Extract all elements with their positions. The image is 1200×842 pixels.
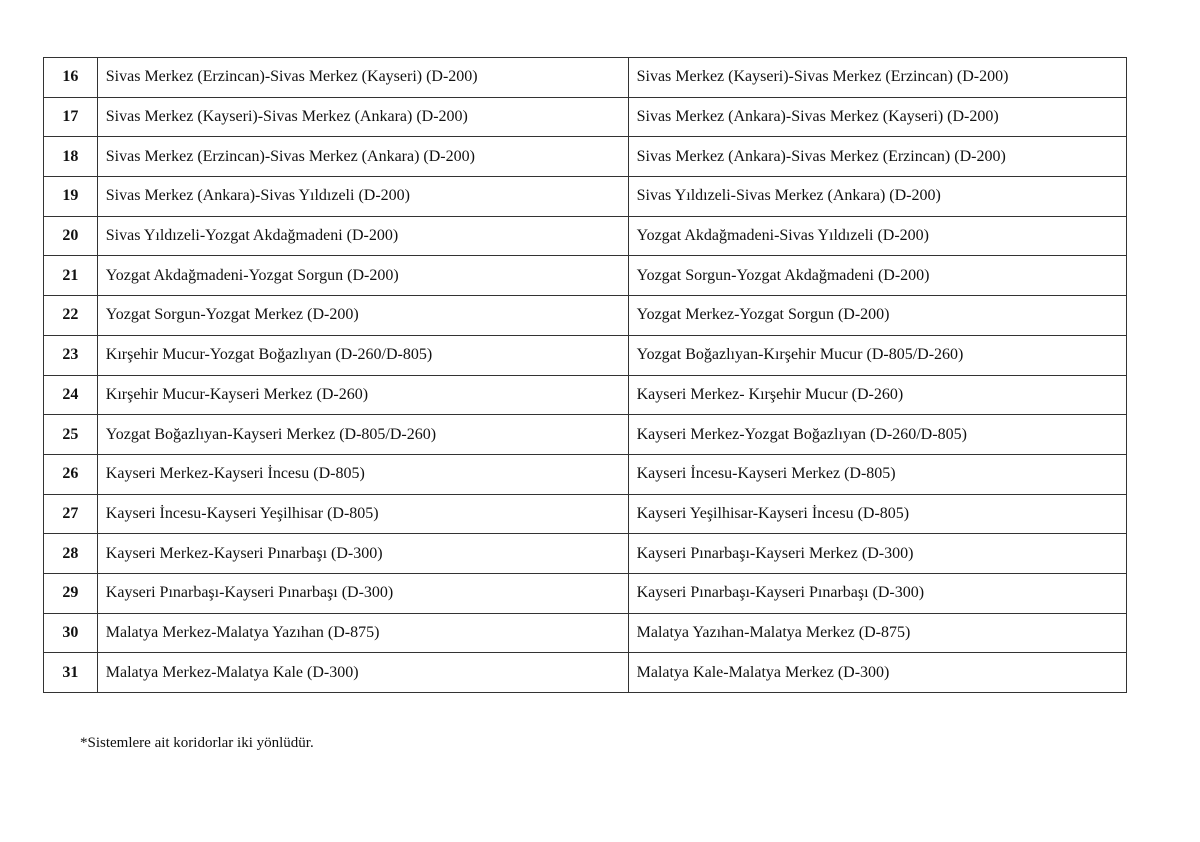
- row-number-cell: 30: [44, 613, 98, 653]
- table-row: [44, 415, 1127, 455]
- table-row: [44, 216, 1127, 256]
- route-direction-b-cell: Kayseri Merkez-Yozgat Boğazlıyan (D-260/D-805): [628, 415, 1126, 455]
- row-number-cell: 20: [44, 216, 98, 256]
- table-row: [44, 494, 1127, 534]
- route-direction-b-cell: Sivas Yıldızeli-Sivas Merkez (Ankara) (D-200): [628, 177, 1126, 217]
- table-row: [44, 296, 1127, 336]
- table-row: [44, 256, 1127, 296]
- table-row: [44, 97, 1127, 137]
- route-direction-a-cell: Sivas Merkez (Erzincan)-Sivas Merkez (Ankara) (D-200): [97, 137, 628, 177]
- row-number-cell: 28: [44, 534, 98, 574]
- row-number-cell: 19: [44, 177, 98, 217]
- row-number-cell: 21: [44, 256, 98, 296]
- route-direction-b-cell: Sivas Merkez (Kayseri)-Sivas Merkez (Erzincan) (D-200): [628, 58, 1126, 98]
- row-number-cell: 31: [44, 653, 98, 693]
- corridor-table: [43, 57, 1127, 693]
- row-number-cell: 27: [44, 494, 98, 534]
- table-row: [44, 653, 1127, 693]
- route-direction-a-cell: Kayseri Merkez-Kayseri Pınarbaşı (D-300): [97, 534, 628, 574]
- route-direction-a-cell: Kayseri Merkez-Kayseri İncesu (D-805): [97, 454, 628, 494]
- table-row: [44, 534, 1127, 574]
- row-number-cell: 23: [44, 335, 98, 375]
- route-direction-b-cell: Kayseri Yeşilhisar-Kayseri İncesu (D-805): [628, 494, 1126, 534]
- route-direction-a-cell: Kayseri Pınarbaşı-Kayseri Pınarbaşı (D-300): [97, 573, 628, 613]
- footnote: *Sistemlere ait koridorlar iki yönlüdür.: [80, 735, 314, 751]
- row-number-cell: 22: [44, 296, 98, 336]
- route-direction-a-cell: Kırşehir Mucur-Kayseri Merkez (D-260): [97, 375, 628, 415]
- route-direction-b-cell: Sivas Merkez (Ankara)-Sivas Merkez (Kayseri) (D-200): [628, 97, 1126, 137]
- route-direction-a-cell: Malatya Merkez-Malatya Yazıhan (D-875): [97, 613, 628, 653]
- table-row: [44, 335, 1127, 375]
- route-direction-b-cell: Yozgat Akdağmadeni-Sivas Yıldızeli (D-200): [628, 216, 1126, 256]
- table-row: [44, 375, 1127, 415]
- route-direction-a-cell: Yozgat Sorgun-Yozgat Merkez (D-200): [97, 296, 628, 336]
- route-direction-a-cell: Kayseri İncesu-Kayseri Yeşilhisar (D-805): [97, 494, 628, 534]
- row-number-cell: 16: [44, 58, 98, 98]
- route-direction-b-cell: Kayseri Pınarbaşı-Kayseri Merkez (D-300): [628, 534, 1126, 574]
- table-row: [44, 454, 1127, 494]
- route-direction-a-cell: Malatya Merkez-Malatya Kale (D-300): [97, 653, 628, 693]
- route-direction-a-cell: Kırşehir Mucur-Yozgat Boğazlıyan (D-260/D-805): [97, 335, 628, 375]
- route-direction-b-cell: Malatya Kale-Malatya Merkez (D-300): [628, 653, 1126, 693]
- route-direction-a-cell: Sivas Yıldızeli-Yozgat Akdağmadeni (D-200): [97, 216, 628, 256]
- route-direction-b-cell: Sivas Merkez (Ankara)-Sivas Merkez (Erzincan) (D-200): [628, 137, 1126, 177]
- row-number-cell: 17: [44, 97, 98, 137]
- route-direction-a-cell: Sivas Merkez (Kayseri)-Sivas Merkez (Ankara) (D-200): [97, 97, 628, 137]
- row-number-cell: 25: [44, 415, 98, 455]
- row-number-cell: 18: [44, 137, 98, 177]
- corridor-table-body: [44, 58, 1127, 693]
- route-direction-a-cell: Sivas Merkez (Erzincan)-Sivas Merkez (Kayseri) (D-200): [97, 58, 628, 98]
- table-row: [44, 58, 1127, 98]
- row-number-cell: 24: [44, 375, 98, 415]
- route-direction-b-cell: Kayseri Merkez- Kırşehir Mucur (D-260): [628, 375, 1126, 415]
- table-row: [44, 137, 1127, 177]
- route-direction-b-cell: Kayseri İncesu-Kayseri Merkez (D-805): [628, 454, 1126, 494]
- route-direction-a-cell: Yozgat Boğazlıyan-Kayseri Merkez (D-805/D-260): [97, 415, 628, 455]
- route-direction-a-cell: Yozgat Akdağmadeni-Yozgat Sorgun (D-200): [97, 256, 628, 296]
- route-direction-b-cell: Yozgat Sorgun-Yozgat Akdağmadeni (D-200): [628, 256, 1126, 296]
- route-direction-b-cell: Yozgat Merkez-Yozgat Sorgun (D-200): [628, 296, 1126, 336]
- route-direction-b-cell: Malatya Yazıhan-Malatya Merkez (D-875): [628, 613, 1126, 653]
- route-direction-b-cell: Kayseri Pınarbaşı-Kayseri Pınarbaşı (D-300): [628, 573, 1126, 613]
- route-direction-a-cell: Sivas Merkez (Ankara)-Sivas Yıldızeli (D-200): [97, 177, 628, 217]
- table-row: [44, 177, 1127, 217]
- route-direction-b-cell: Yozgat Boğazlıyan-Kırşehir Mucur (D-805/D-260): [628, 335, 1126, 375]
- table-row: [44, 573, 1127, 613]
- row-number-cell: 29: [44, 573, 98, 613]
- row-number-cell: 26: [44, 454, 98, 494]
- table-row: [44, 613, 1127, 653]
